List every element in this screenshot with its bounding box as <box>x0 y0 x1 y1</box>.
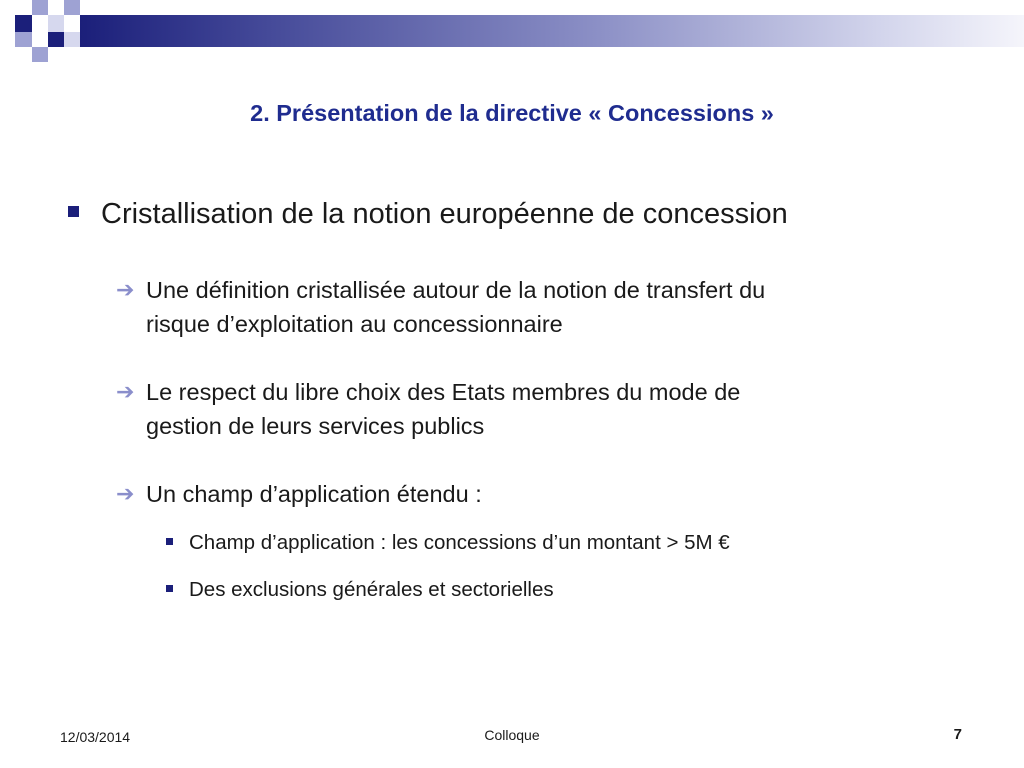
footer-date: 12/03/2014 <box>60 729 131 745</box>
arrow-item-line: Le respect du libre choix des Etats membres du mode de <box>146 379 741 405</box>
arrow-item-line: gestion de leurs services publics <box>146 413 485 439</box>
decor-square-icon <box>32 0 48 15</box>
decor-square-icon <box>48 32 64 47</box>
arrow-item-line: Une définition cristallisée autour de la notion de transfert du <box>146 277 766 303</box>
bullet-level3 <box>166 531 730 555</box>
slide-title: 2. Présentation de la directive « Concessions » <box>250 100 774 126</box>
arrow-item <box>116 477 906 511</box>
arrow-right-icon: ➔ <box>116 277 135 302</box>
decor-square-icon <box>64 32 80 47</box>
decor-square-icon <box>15 15 32 32</box>
bullet-level1-text: Cristallisation de la notion européenne de concession <box>101 198 788 230</box>
arrow-right-icon: ➔ <box>116 481 135 506</box>
decor-square-icon <box>15 32 32 47</box>
arrow-item <box>116 375 906 443</box>
arrow-item-line: risque d’exploitation au concessionnaire <box>146 311 563 337</box>
footer-title: Colloque <box>484 727 540 743</box>
bullet-level3-text: Des exclusions générales et sectorielles <box>189 578 554 601</box>
square-bullet-icon <box>166 538 173 545</box>
square-bullet-icon <box>68 206 79 217</box>
bullet-level1 <box>68 198 788 231</box>
page-number: 7 <box>953 726 962 743</box>
arrow-right-icon: ➔ <box>116 379 135 404</box>
decor-square-icon <box>48 15 64 32</box>
bullet-level3 <box>166 578 554 602</box>
arrow-item-line: Un champ d’application étendu : <box>146 481 482 507</box>
bullet-level3-text: Champ d’application : les concessions d’un montant > 5M € <box>189 531 730 554</box>
square-bullet-icon <box>166 585 173 592</box>
arrow-item <box>116 273 906 341</box>
decor-square-icon <box>64 0 80 15</box>
decor-square-icon <box>32 47 48 62</box>
header-gradient-band <box>80 15 1024 47</box>
